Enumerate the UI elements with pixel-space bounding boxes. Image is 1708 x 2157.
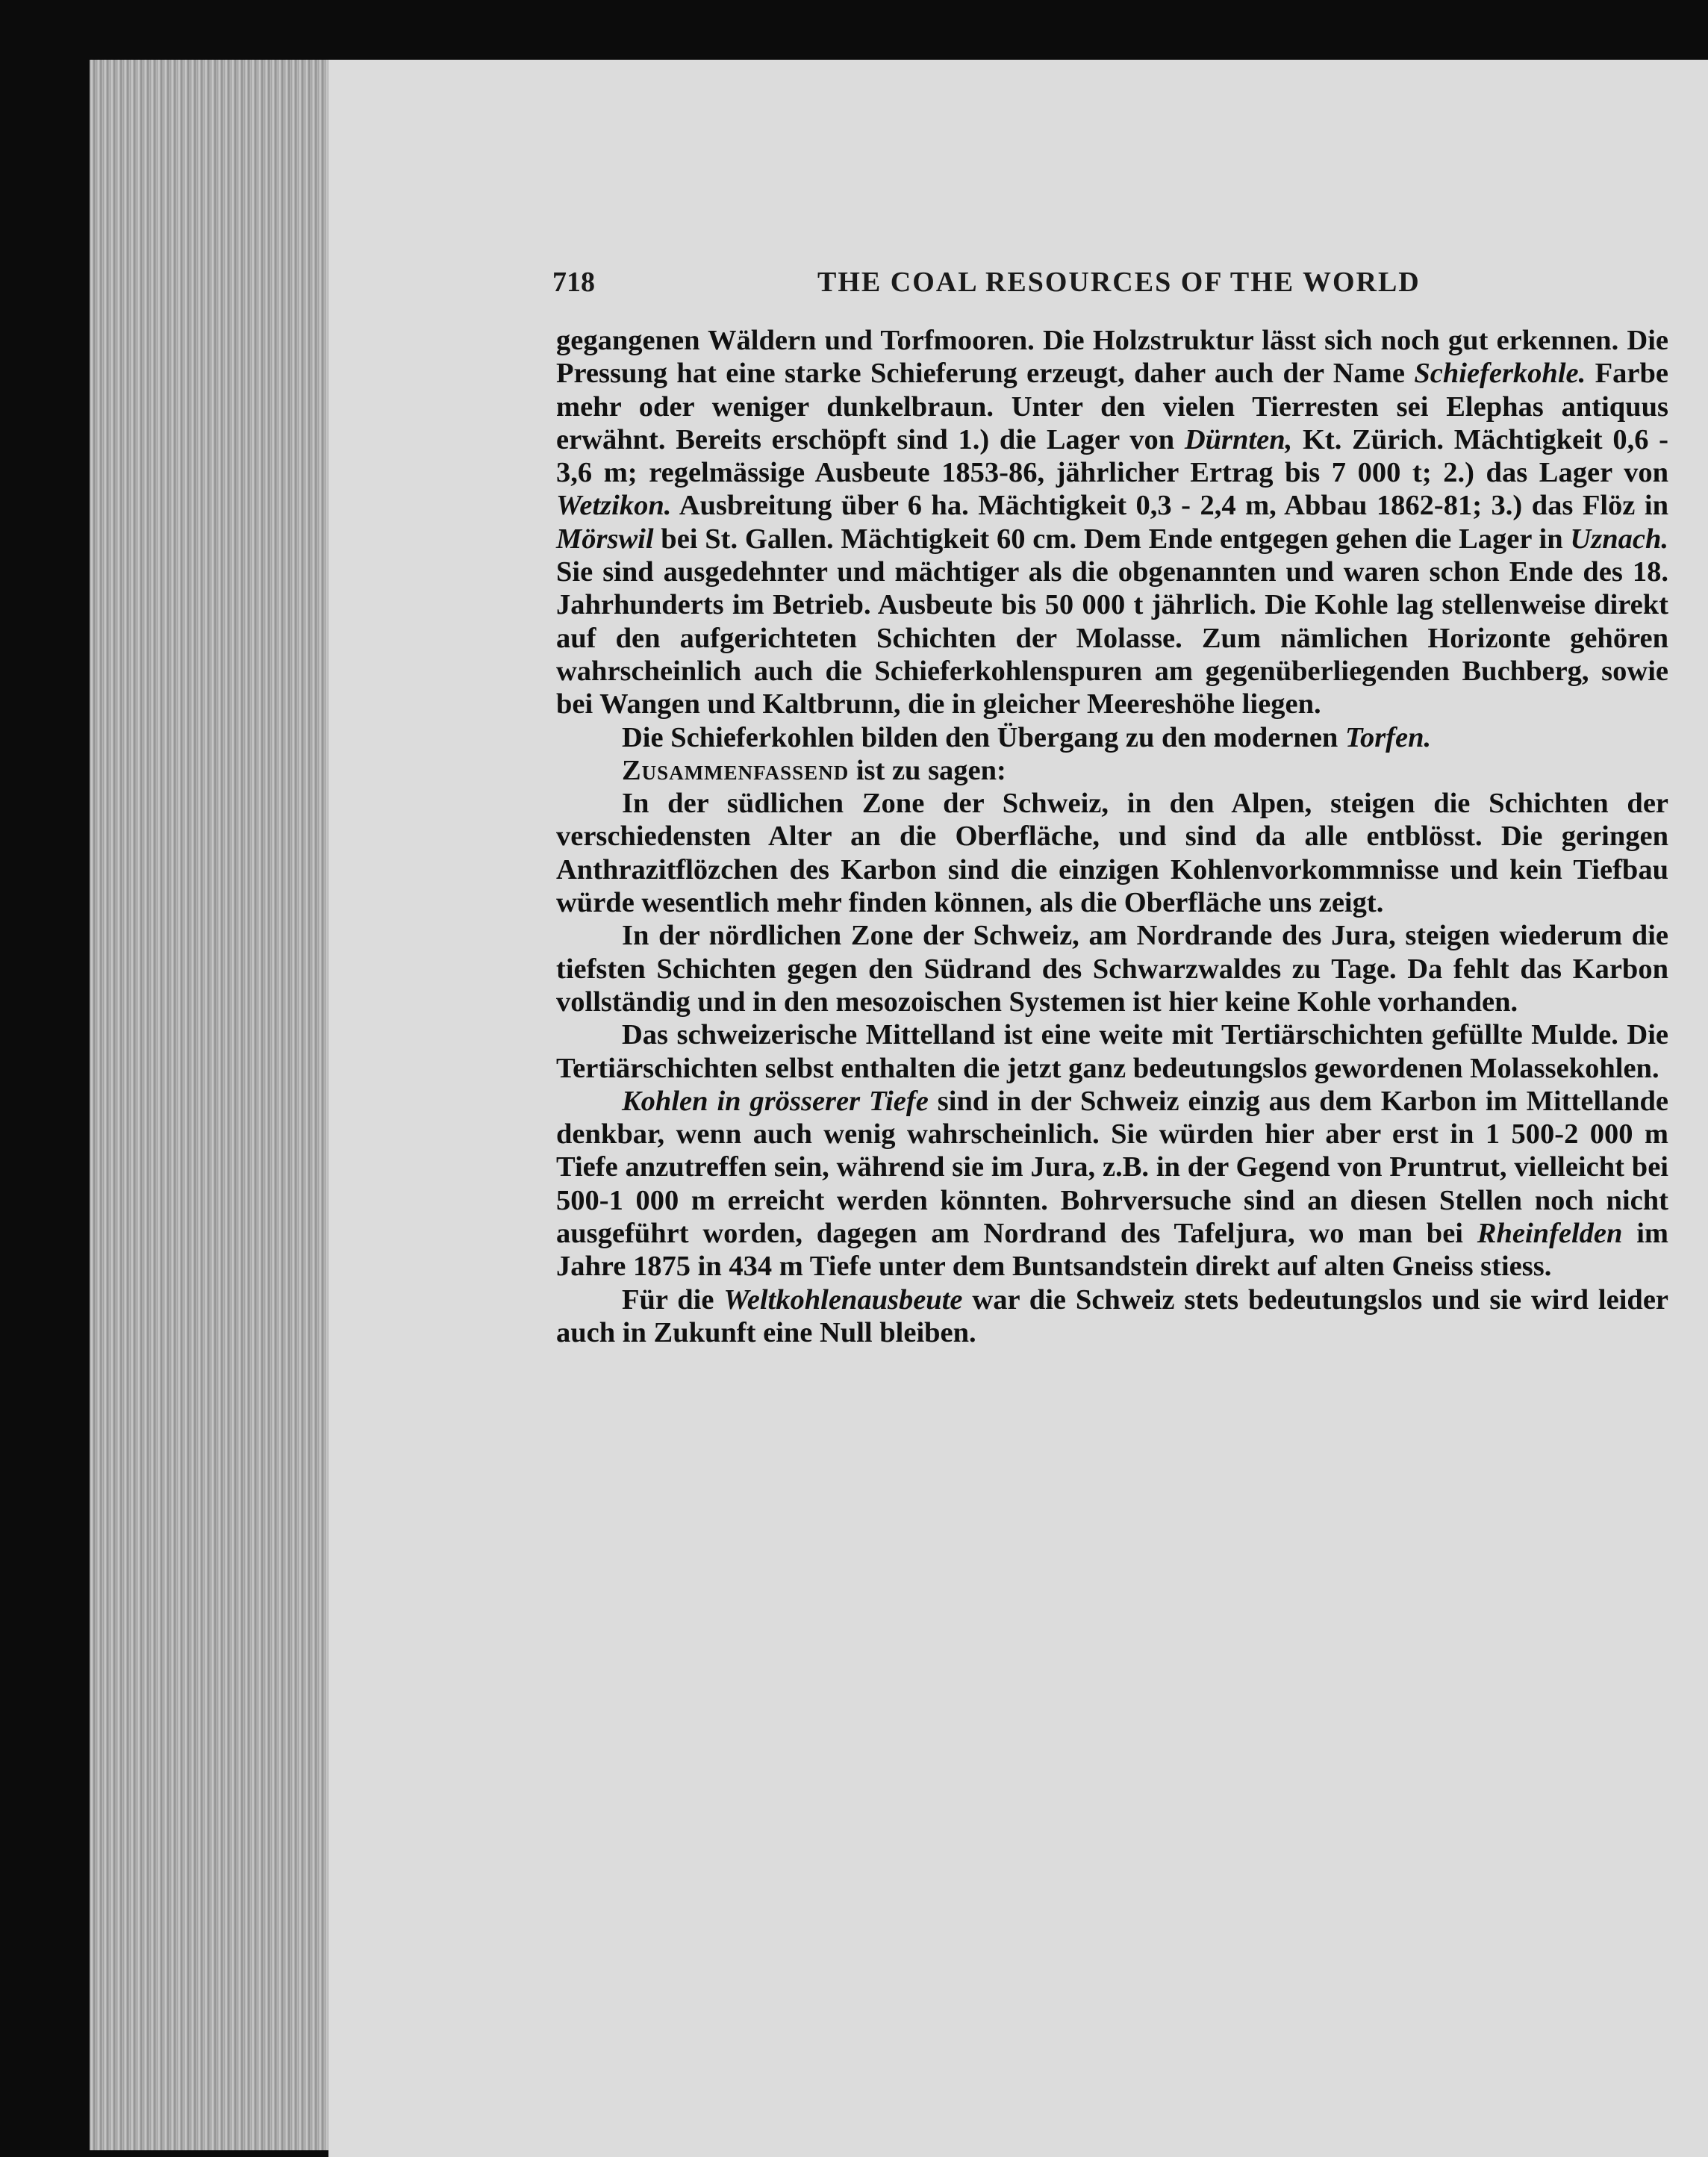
text-run: im Jahre 1875 in 434 m Tiefe unter dem Buntsandstein direkt auf alten Gneiss stiess. (556, 1218, 1668, 1283)
text-run: ist zu sagen: (849, 754, 1006, 786)
small-caps-heading: Zusammenfassend (622, 754, 850, 786)
italic-term: Torfen. (1344, 721, 1432, 753)
page-number: 718 (552, 267, 595, 298)
text-run: Kt. Zürich. Mächtigkeit 0,6 - 3,6 m; regelmässige Ausbeute 1853-86, jährlicher Ertrag bis 7 000 t; 2.) das Lager von (556, 423, 1668, 489)
body-text (556, 324, 1668, 1349)
text-run: bei St. Gallen. Mächtigkeit 60 cm. Dem Ende entgegen gehen die Lager in (653, 523, 1571, 555)
paragraph-7 (556, 1085, 1668, 1283)
paragraph-3 (556, 754, 1668, 787)
paragraph-8 (556, 1283, 1668, 1350)
text-run: Farbe mehr oder weniger dunkelbraun. Unter den vielen Tierresten sei Elephas antiquus erwähnt. Bereits erschöpft sind 1.) die Lager von (556, 358, 1669, 455)
paragraph-2 (556, 721, 1668, 754)
running-title: THE COAL RESOURCES OF THE WORLD (817, 267, 1421, 298)
text-run: Sie sind ausgedehnter und mächtiger als die obgenannten und waren schon Ende des 18. Jahrhunderts im Betrieb. Ausbeute bis 50 000 t jährlich. Die Kohle lag stellenweise direkt auf den aufgerichteten Schichten der Molasse. Zum nämlichen Horizonte gehören wahrscheinlich auch die Schieferkohlenspuren am gegenüberliegenden Buchberg, sowie bei Wangen und Kaltbrunn, die in gleicher Meereshöhe liegen. (556, 556, 1668, 720)
text-run: war die Schweiz stets bedeutungslos und sie wird leider auch in Zukunft eine Null bleiben. (556, 1283, 1668, 1348)
italic-term: Weltkohlenausbeute (723, 1283, 963, 1316)
text-run: sind in der Schweiz einzig aus dem Karbon im Mittellande denkbar, wenn auch wenig wahrscheinlich. Sie würden hier aber erst in 1 500-2 000 m Tiefe anzutreffen sein, während sie im Jura, z.B. in der Gegend von Pruntrut, vielleicht bei 500-1 000 m erreicht werden könnten. Bohrversuche sind an diesen Stellen noch nicht ausgeführt worden, dagegen am Nordrand des Tafeljura, wo man bei (556, 1085, 1668, 1250)
italic-term: Kohlen in grösserer Tiefe (622, 1085, 929, 1117)
paragraph-1 (556, 324, 1668, 721)
italic-place: Rheinfelden (1477, 1218, 1623, 1250)
text-run: gegangenen Wäldern und Torfmooren. Die Holzstruktur lässt sich noch gut erkennen. Die Pressung hat eine starke Schieferung erzeugt, daher auch der Name (556, 325, 1668, 390)
italic-place: Dürnten, (1184, 423, 1293, 455)
paragraph-5: In der nördlichen Zone der Schweiz, am Nordrande des Jura, steigen wiederum die tiefsten Schichten gegen den Südrand des Schwarzwaldes zu Tage. Da fehlt das Karbon vollständig und in den mesozoischen Systemen ist hier keine Kohle vorhanden. (556, 920, 1668, 1018)
italic-place: Uznach. (1570, 523, 1668, 555)
text-run: Ausbreitung über 6 ha. Mächtigkeit 0,3 - 2,4 m, Abbau 1862-81; 3.) das Flöz in (671, 490, 1668, 522)
paragraph-4: In der südlichen Zone der Schweiz, in den Alpen, steigen die Schichten der verschiedensten Alter an die Oberfläche, und sind da alle entblösst. Die geringen Anthrazitflözchen des Karbon sind die einzigen Kohlenvorkommnisse und kein Tiefbau würde wesentlich mehr finden können, als die Oberfläche uns zeigt. (556, 788, 1668, 919)
text-run: Die Schieferkohlen bilden den Übergang zu den modernen (622, 721, 1345, 753)
paragraph-6: Das schweizerische Mittelland ist eine weite mit Tertiärschichten gefüllte Mulde. Die Tertiärschichten selbst enthalten die jetzt ganz bedeutungslos gewordenen Molassekohlen. (556, 1019, 1668, 1084)
text-run: Für die (622, 1283, 724, 1316)
italic-place: Wetzikon. (556, 490, 672, 522)
book-page-edges (90, 60, 336, 2150)
italic-place: Mörswil (556, 523, 654, 555)
italic-term: Schieferkohle. (1414, 358, 1586, 390)
